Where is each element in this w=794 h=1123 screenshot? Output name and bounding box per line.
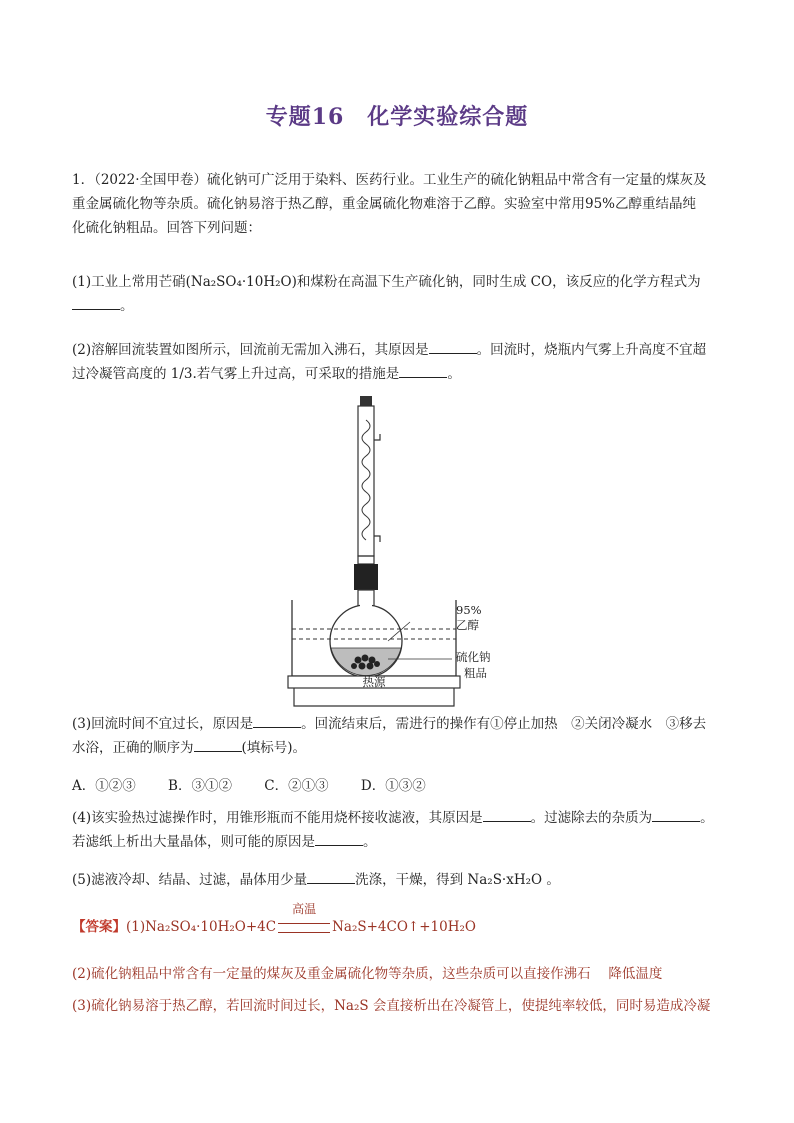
part-2-text-a: (2)溶解回流装置如图所示，回流前无需加入沸石，其原因是: [72, 342, 429, 358]
reflux-apparatus-figure: [280, 396, 500, 708]
part-4-text-b: 。过滤除去的杂质为: [530, 810, 653, 826]
answer-blank: [194, 737, 242, 752]
part-4-text-a: (4)该实验热过滤操作时，用锥形瓶而不能用烧杯接收滤液，其原因是: [72, 810, 483, 826]
part-3: [72, 712, 724, 760]
label-ethanol: 乙醇: [456, 618, 479, 632]
label-crude: 粗品: [464, 666, 487, 680]
answer-tag: 【答案】: [72, 919, 126, 935]
label-heat-source: 热源: [362, 675, 386, 689]
part-1-text-b: )和煤粉在高温下生产硫化钠，同时生成 CO，该反应的化学方程式为: [291, 274, 701, 290]
answer-blank: [253, 713, 301, 728]
intro-line-1: 1．（2022·全国甲卷）硫化钠可广泛用于染料、医药行业。工业生产的硫化钠粗品中常含有一定量的煤灰及: [72, 172, 707, 188]
option-c: C．②①③: [264, 778, 329, 794]
intro-line-3: 化硫化钠粗品。回答下列问题：: [72, 220, 261, 236]
answer-1-right: Na₂S+4CO↑+10H₂O: [332, 919, 476, 935]
part-3-text-a: (3)回流时间不宜过长，原因是: [72, 716, 254, 732]
water-outlet: [374, 434, 380, 440]
part-5: [72, 868, 724, 892]
part-1: [72, 270, 724, 318]
ethanol-liquid: [331, 648, 401, 676]
part-4: [72, 806, 724, 854]
answer-blank: [72, 295, 120, 310]
label-sodium-sulfide: 硫化钠: [456, 650, 491, 664]
part-3-text-c: 水浴，正确的顺序为: [72, 740, 194, 756]
answer-1-left: (1)Na₂SO₄·10H₂O+4C: [126, 919, 277, 935]
reaction-condition-label: 高温: [292, 902, 317, 916]
options: [72, 774, 724, 798]
part-4-end-2: 。: [363, 834, 377, 850]
part-5-text-b: 洗涤，干燥，得到 Na₂S·xH₂O 。: [355, 872, 560, 888]
answer-line-3: (3)硫化钠易溶于热乙醇，若回流时间过长，Na₂S 会直接析出在冷凝管上，使提纯率较低，同时易造成冷凝: [72, 998, 711, 1014]
flask-stopper: [354, 564, 378, 590]
answer-blank: [652, 807, 700, 822]
option-b: B．③①②: [168, 778, 232, 794]
part-3-text-d: (填标号)。: [241, 740, 307, 756]
option-a: A．①②③: [72, 778, 136, 794]
water-inlet: [374, 536, 380, 542]
condenser-tube: [358, 406, 374, 556]
answer-blank: [315, 831, 363, 846]
part-2-end: 。: [447, 366, 461, 382]
label-95-percent: 95%: [456, 603, 482, 617]
question-intro: [72, 168, 724, 240]
answer-blank: [429, 339, 477, 354]
intro-line-2: 重金属硫化物等杂质。硫化钠易溶于热乙醇，重金属硫化物难溶于乙醇。实验室中常用95%乙醇重结晶纯: [72, 196, 697, 212]
part-2-text-b: 。回流时，烧瓶内气雾上升高度不宜超: [476, 342, 707, 358]
part-2-text-c: 过冷凝管高度的 1/3.若气雾上升过高，可采取的措施是: [72, 366, 400, 382]
part-1-text-a: (1)工业上常用芒硝(: [72, 274, 191, 290]
part-1-formula: Na₂SO₄·10H₂O: [190, 274, 292, 290]
option-d: D．①③②: [360, 778, 426, 794]
part-2: [72, 338, 724, 386]
part-1-end: 。: [120, 298, 134, 314]
part-5-text-a: (5)滤液冷却、结晶、过滤，晶体用少量: [72, 872, 308, 888]
page-title: 专题16 化学实验综合题: [265, 104, 529, 130]
answer-blank: [307, 869, 355, 884]
part-4-end: 。: [700, 810, 714, 826]
reaction-condition: [278, 902, 330, 939]
condenser-coil: [362, 420, 370, 540]
condenser-stopper: [360, 396, 372, 406]
part-3-text-b: 。回流结束后，需进行的操作有①停止加热 ②关闭冷凝水 ③移去: [301, 716, 707, 732]
answer-blank: [483, 807, 531, 822]
answer-line-1: [72, 902, 724, 939]
part-4-text-d: 若滤纸上析出大量晶体，则可能的原因是: [72, 834, 315, 850]
answer-blank: [399, 363, 447, 378]
answer-line-2: (2)硫化钠粗品中常含有一定量的煤灰及重金属硫化物等杂质，这些杂质可以直接作沸石 降低温度: [72, 966, 663, 982]
